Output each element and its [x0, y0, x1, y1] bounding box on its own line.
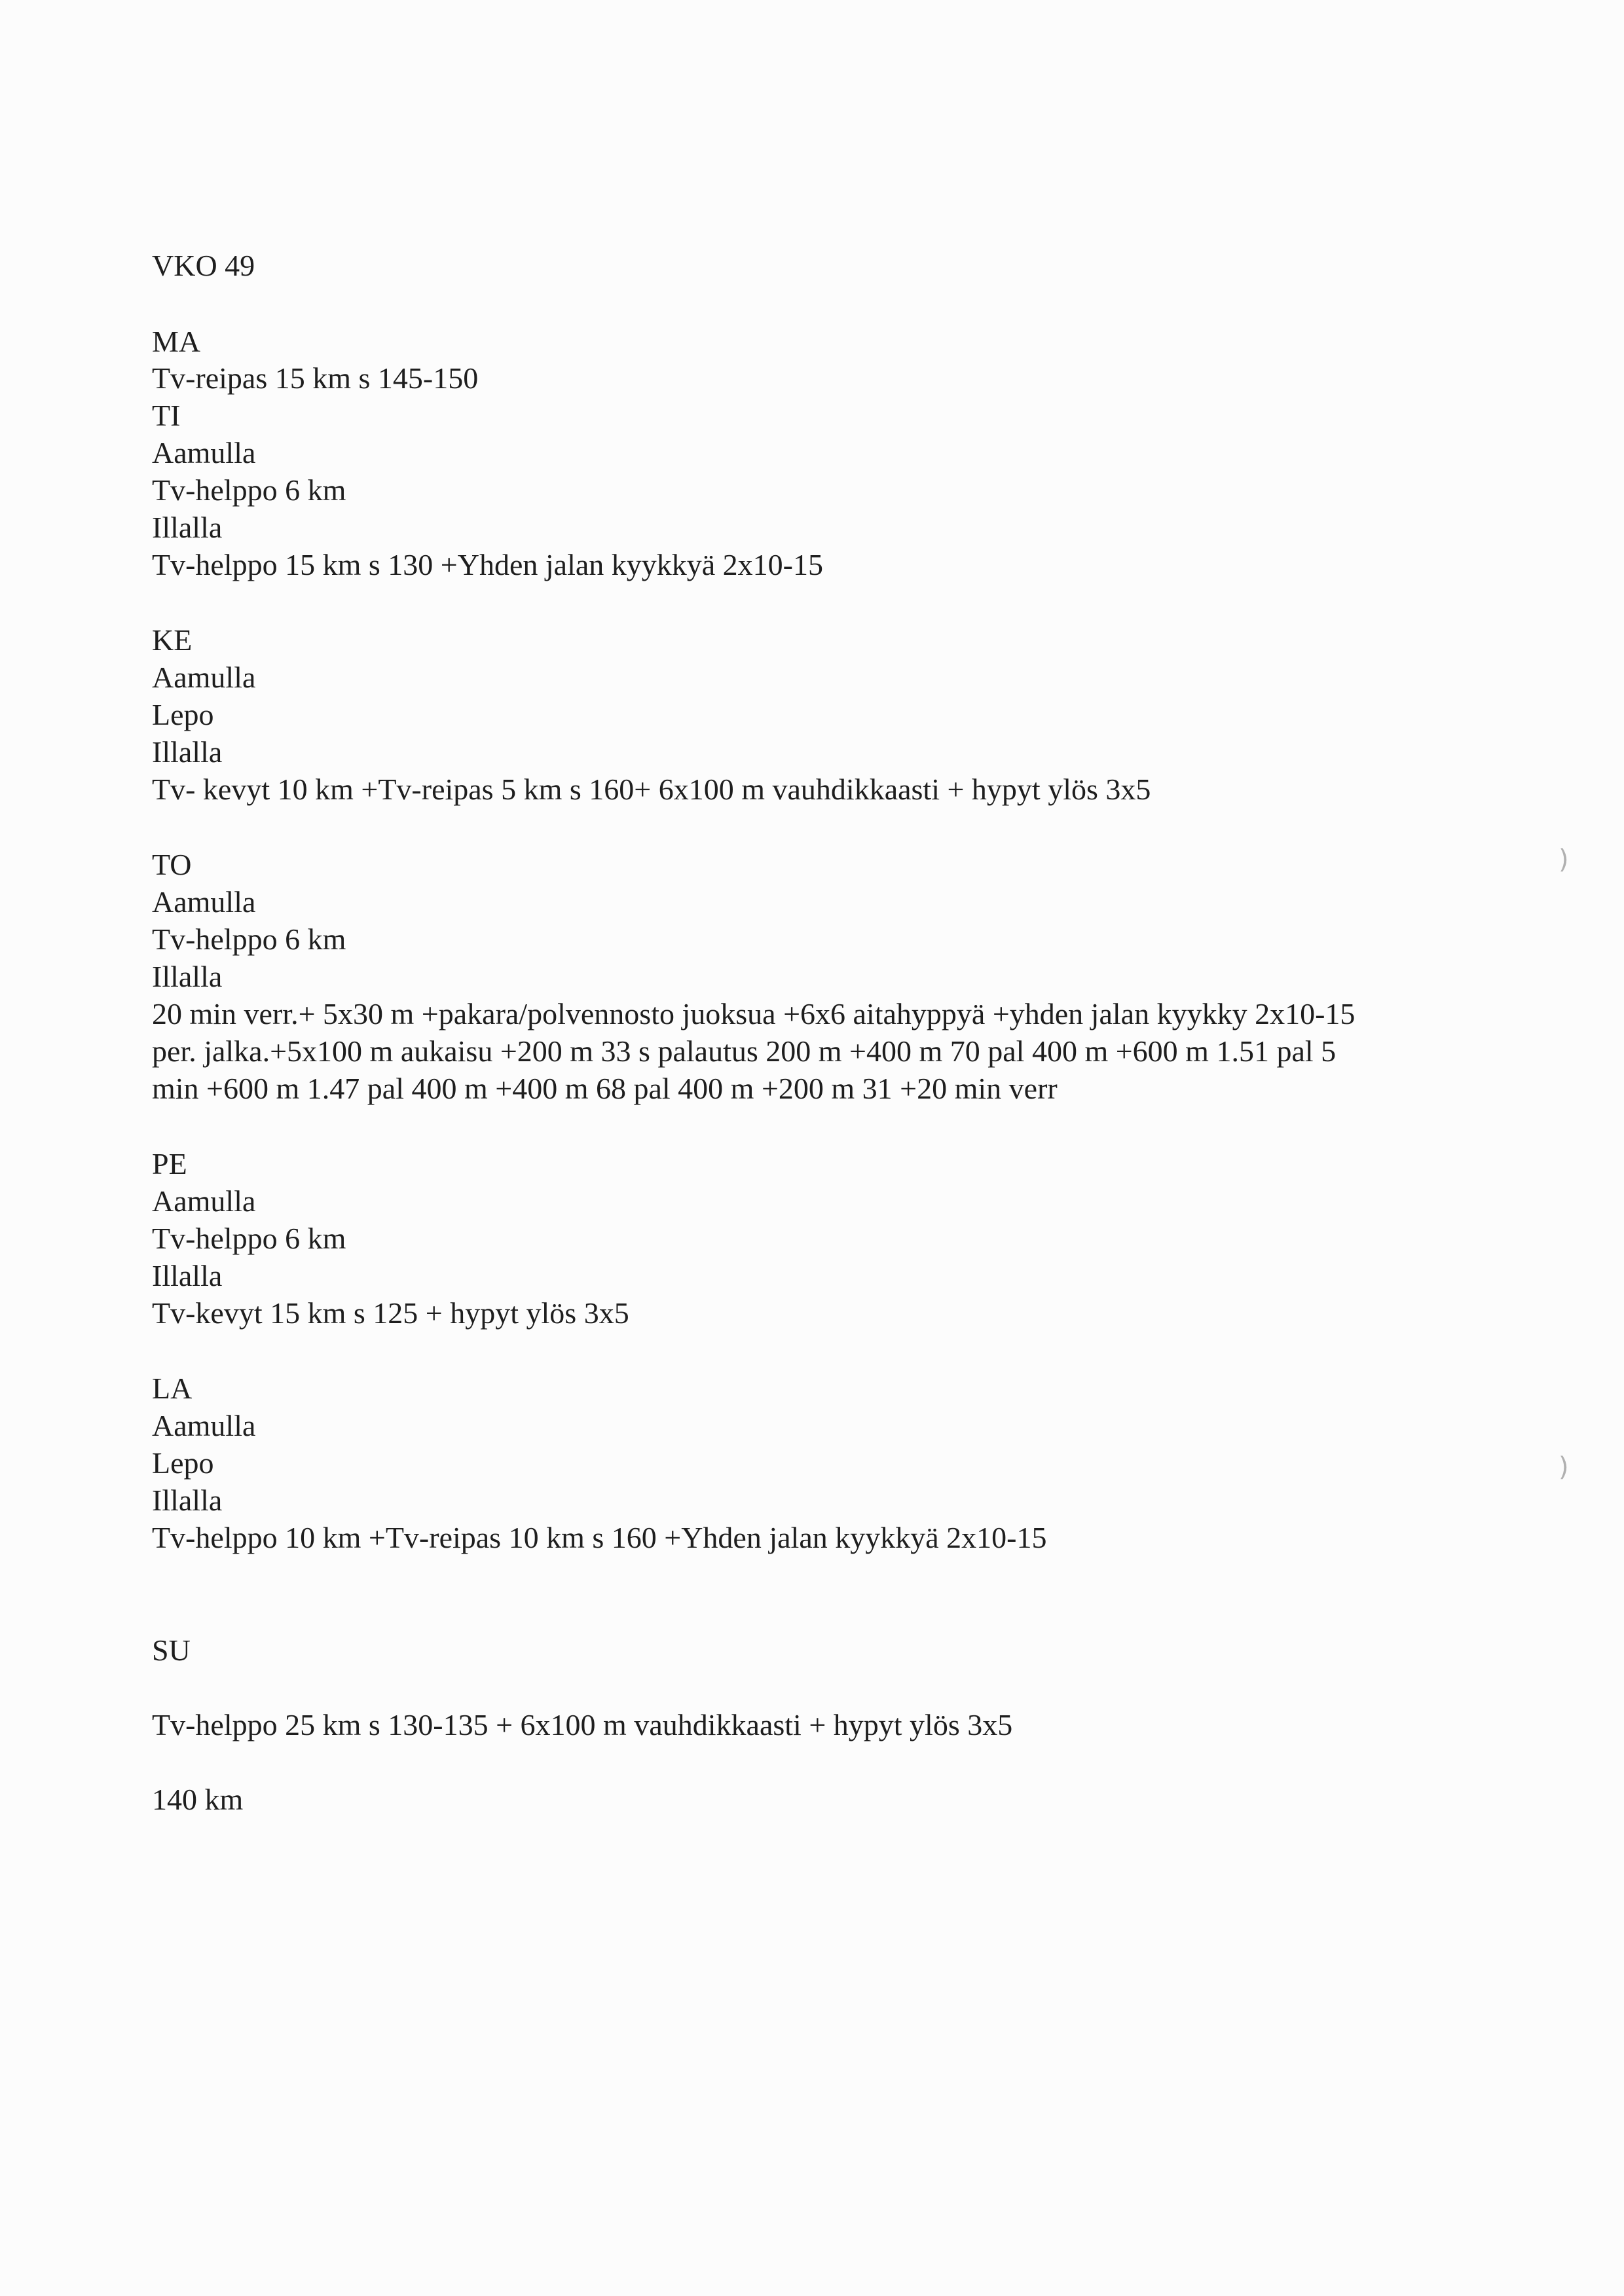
- ti-line-2: Tv-helppo 6 km: [152, 473, 346, 507]
- pe-line-3: Illalla: [152, 1259, 223, 1292]
- la-line-4: Tv-helppo 10 km +Tv-reipas 10 km s 160 +Yhden jalan kyykkyä 2x10-15: [152, 1521, 1047, 1554]
- ke-line-2: Lepo: [152, 698, 214, 731]
- day-label-pe: PE: [152, 1147, 187, 1180]
- day-label-la: LA: [152, 1372, 193, 1405]
- to-line-4: 20 min verr.+ 5x30 m +pakara/polvennosto juoksua +6x6 aitahyppyä +yhden jalan kyykky 2x10-15: [152, 997, 1356, 1030]
- pe-line-1: Aamulla: [152, 1184, 256, 1218]
- day-label-ma: MA: [152, 325, 201, 358]
- pe-line-4: Tv-kevyt 15 km s 125 + hypyt ylös 3x5: [152, 1296, 629, 1330]
- to-line-1: Aamulla: [152, 885, 256, 919]
- day-label-ke: KE: [152, 623, 193, 657]
- pe-line-2: Tv-helppo 6 km: [152, 1222, 346, 1255]
- ke-line-4: Tv- kevyt 10 km +Tv-reipas 5 km s 160+ 6x100 m vauhdikkaasti + hypyt ylös 3x5: [152, 773, 1151, 806]
- to-line-2: Tv-helppo 6 km: [152, 922, 346, 956]
- day-label-to: TO: [152, 848, 192, 881]
- to-line-5: per. jalka.+5x100 m aukaisu +200 m 33 s palautus 200 m +400 m 70 pal 400 m +600 m 1.51 pal 5: [152, 1034, 1337, 1068]
- to-line-6: min +600 m 1.47 pal 400 m +400 m 68 pal 400 m +200 m 31 +20 min verr: [152, 1072, 1058, 1105]
- day-label-ti: TI: [152, 399, 181, 432]
- ti-line-1: Aamulla: [152, 436, 256, 469]
- la-line-3: Illalla: [152, 1484, 223, 1517]
- scan-mark-right-upper: ): [1559, 845, 1569, 875]
- ke-line-1: Aamulla: [152, 661, 256, 694]
- ti-line-3: Illalla: [152, 511, 223, 544]
- la-line-2: Lepo: [152, 1446, 214, 1480]
- su-line-1: Tv-helppo 25 km s 130-135 + 6x100 m vauhdikkaasti + hypyt ylös 3x5: [152, 1708, 1013, 1741]
- week-title: VKO 49: [152, 249, 255, 282]
- to-line-3: Illalla: [152, 960, 223, 993]
- ke-line-3: Illalla: [152, 735, 223, 769]
- la-line-1: Aamulla: [152, 1409, 256, 1442]
- ti-line-4: Tv-helppo 15 km s 130 +Yhden jalan kyykkyä 2x10-15: [152, 548, 824, 581]
- day-label-su: SU: [152, 1633, 191, 1667]
- scan-mark-right-lower: ): [1559, 1452, 1569, 1482]
- ma-line-1: Tv-reipas 15 km s 145-150: [152, 361, 479, 395]
- weekly-total: 140 km: [152, 1783, 244, 1816]
